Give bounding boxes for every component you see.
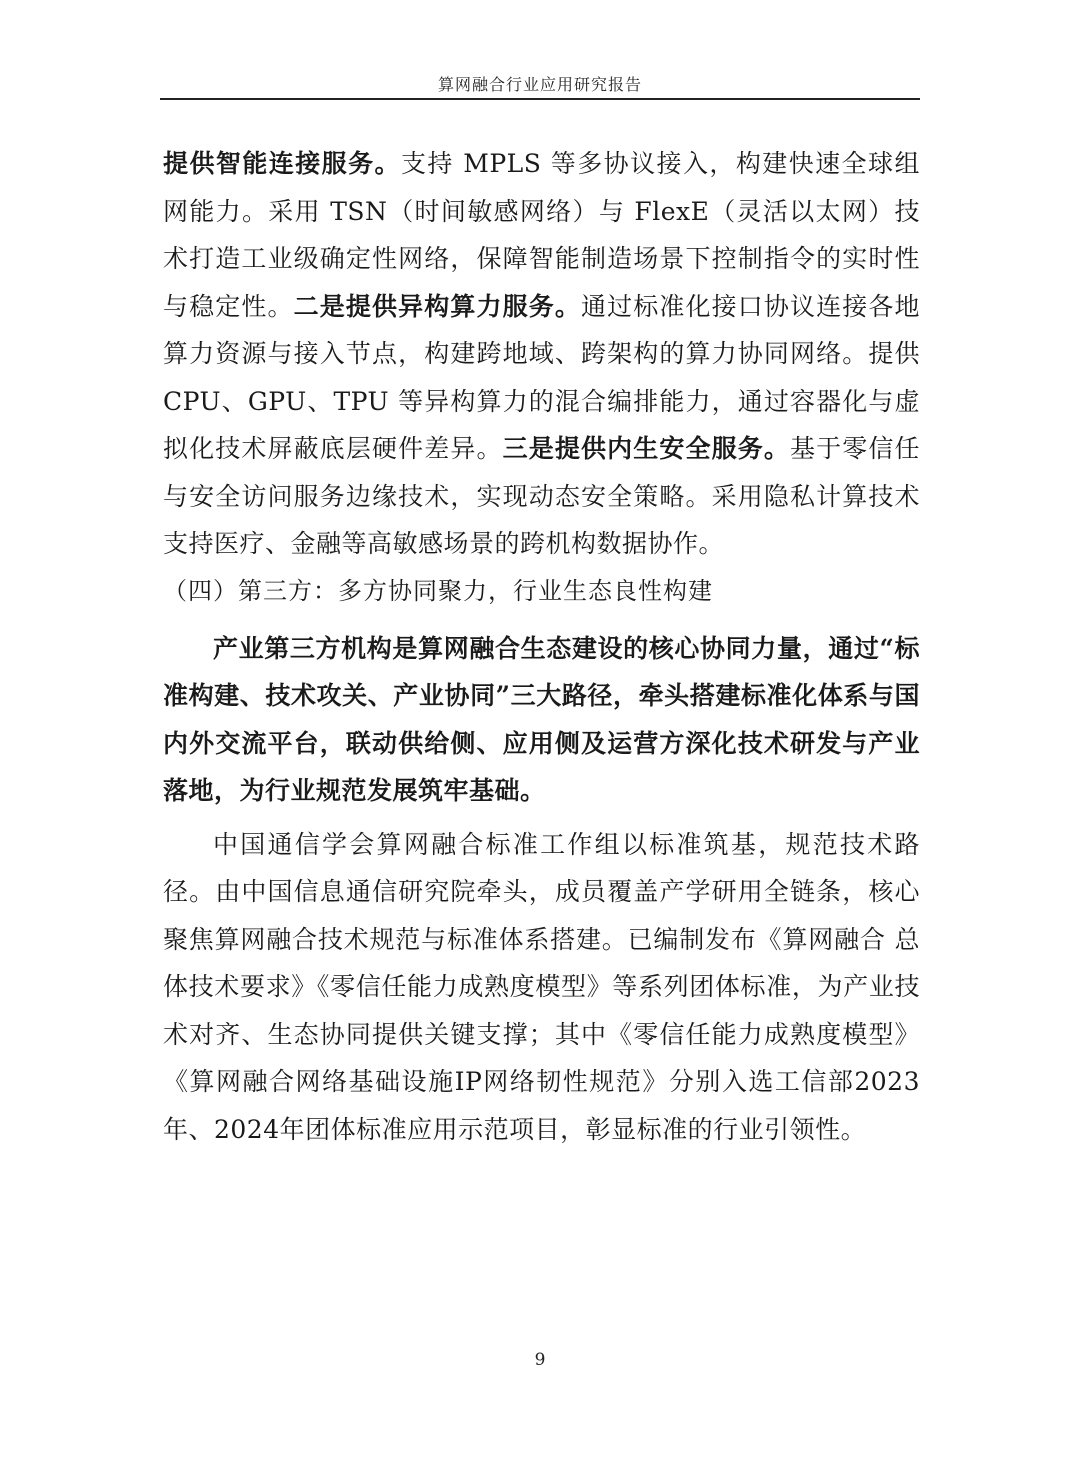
- spacer: [163, 615, 920, 625]
- text-connect: 支持 MPLS 等多协议接入，构建快速全球组网能力。采用 TSN（时间敏感网络）与 FlexE（灵活以太网）技术打造工业级确定性网络，保障智能制造场景下控制指令的实时性与稳定性。: [163, 149, 920, 321]
- paragraph-third-party: 产业第三方机构是算网融合生态建设的核心协同力量，通过“标准构建、技术攻关、产业协同”三大路径，牵头搭建标准化体系与国内外交流平台，联动供给侧、应用侧及运营方深化技术研发与产业落地，为行业规范发展筑牢基础。: [163, 633, 920, 805]
- page-number: 9: [534, 1350, 546, 1370]
- text-compute: 通过标准化接口协议连接各地算力资源与接入节点，构建跨地域、跨架构的算力协同网络。提供 CPU、GPU、TPU 等异构算力的混合编排能力，通过容器化与虚拟化技术屏蔽底层硬件差异。: [163, 291, 920, 463]
- header-divider: [160, 98, 920, 100]
- text-security: 基于零信任与安全访问服务边缘技术，实现动态安全策略。采用隐私计算技术支持医疗、金融等高敏感场景的跨机构数据协作。: [163, 434, 920, 558]
- section-heading: （四）第三方：多方协同聚力，行业生态良性构建: [163, 576, 713, 605]
- bold-lead-connect: 提供智能连接服务。: [163, 149, 401, 178]
- paragraph-services: [163, 140, 920, 568]
- running-header: 算网融合行业应用研究报告: [437, 75, 642, 94]
- bold-lead-security: 三是提供内生安全服务。: [502, 434, 790, 463]
- paragraph-standards-group: 中国通信学会算网融合标准工作组以标准筑基，规范技术路径。由中国信息通信研究院牵头，成员覆盖产学研用全链条，核心聚焦算网融合技术规范与标准体系搭建。已编制发布《算网融合 总体技术要求》《零信任能力成熟度模型》等系列团体标准，为产业技术对齐、生态协同提供关键支撑；其中《零信任能力成熟度模型》《算网融合网络基础设施IP网络韧性规范》分别入选工信部2023年、2024年团体标准应用示范项目，彰显标准的行业引领性。: [163, 829, 920, 1144]
- bold-lead-compute: 二是提供异构算力服务。: [293, 291, 581, 321]
- document-body: [163, 140, 920, 1153]
